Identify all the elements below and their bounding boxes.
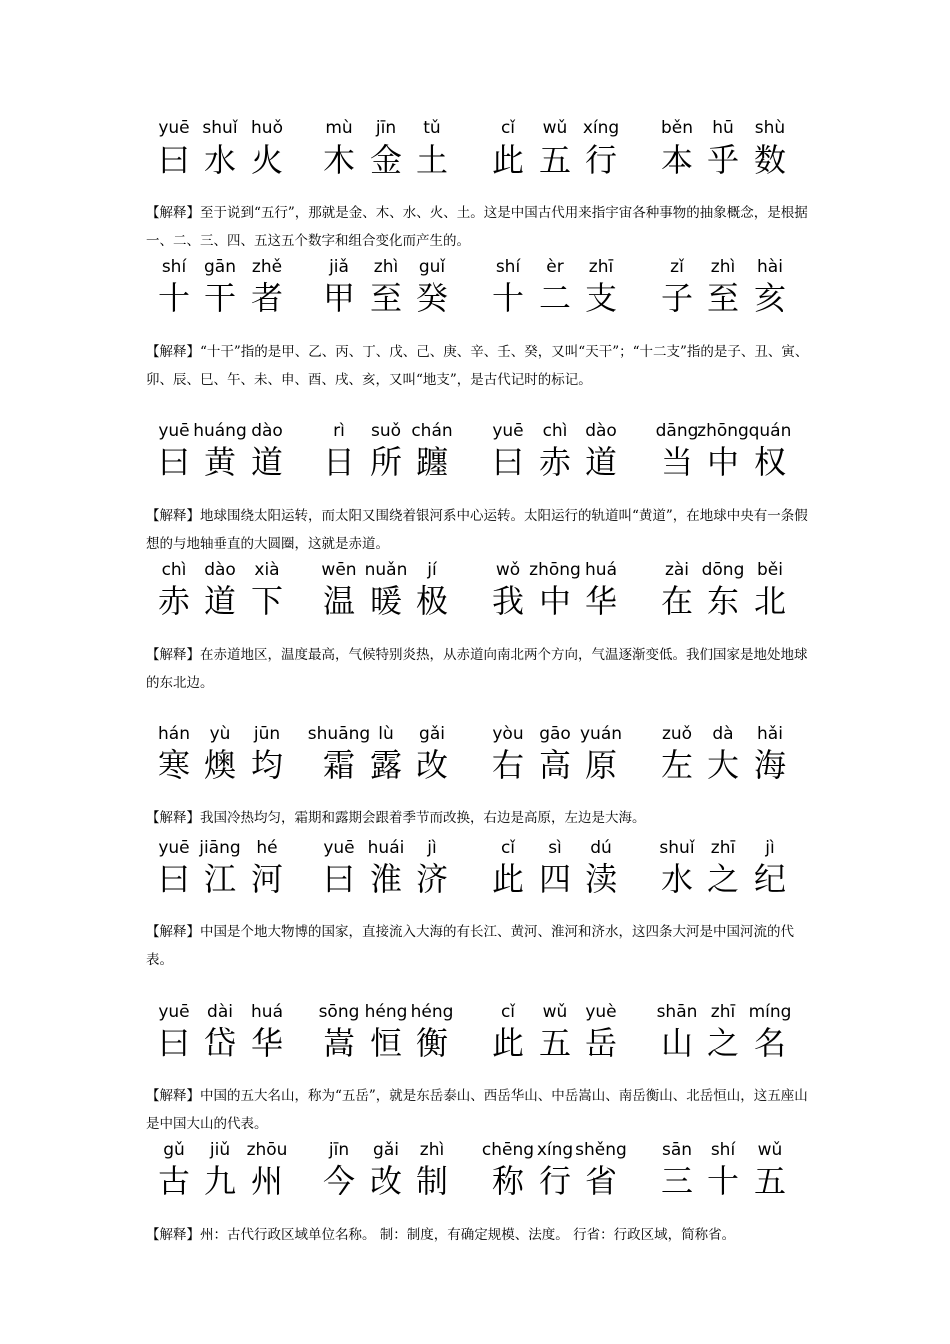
hanzi-character: 此 bbox=[492, 1024, 525, 1062]
pinyin-syllable: yuē bbox=[158, 1002, 190, 1022]
pinyin-syllable: dào bbox=[251, 421, 283, 441]
hanzi-character: 至 bbox=[707, 279, 740, 317]
hanzi-character: 之 bbox=[707, 860, 740, 898]
pinyin-syllable: héng bbox=[410, 1002, 454, 1022]
hanzi-character: 下 bbox=[251, 582, 284, 620]
hanzi-character: 东 bbox=[707, 582, 740, 620]
hanzi-character: 中 bbox=[707, 443, 740, 481]
pinyin-syllable: chán bbox=[411, 421, 453, 441]
hanzi-character: 火 bbox=[251, 141, 284, 179]
pinyin-syllable: huáng bbox=[193, 421, 247, 441]
pinyin-syllable: yuē bbox=[158, 118, 190, 138]
hanzi-character: 木 bbox=[323, 141, 356, 179]
pinyin-syllable: guǐ bbox=[418, 257, 446, 277]
pinyin-syllable: zhī bbox=[710, 1002, 736, 1022]
hanzi-character: 省 bbox=[585, 1162, 618, 1200]
hanzi-character: 五 bbox=[539, 141, 572, 179]
pinyin-syllable: huái bbox=[367, 838, 405, 858]
pinyin-syllable: shān bbox=[656, 1002, 698, 1022]
pinyin-syllable: zhī bbox=[588, 257, 614, 277]
pinyin-syllable: hé bbox=[256, 838, 278, 858]
pinyin-syllable: wēn bbox=[321, 560, 357, 580]
pinyin-syllable: běn bbox=[660, 118, 694, 138]
pinyin-syllable: nuǎn bbox=[364, 560, 408, 580]
hanzi-character: 道 bbox=[204, 582, 237, 620]
pinyin-syllable: héng bbox=[364, 1002, 408, 1022]
hanzi-character: 恒 bbox=[370, 1024, 403, 1062]
pinyin-syllable: shuāng bbox=[307, 724, 371, 744]
pinyin-syllable: tǔ bbox=[423, 118, 441, 138]
hanzi-character: 嵩 bbox=[323, 1024, 356, 1062]
hanzi-character: 水 bbox=[661, 860, 694, 898]
hanzi-character: 十 bbox=[707, 1162, 740, 1200]
pinyin-syllable: yuè bbox=[585, 1002, 617, 1022]
pinyin-syllable: rì bbox=[333, 421, 345, 441]
hanzi-character: 称 bbox=[492, 1162, 525, 1200]
pinyin-syllable: cǐ bbox=[500, 118, 516, 138]
hanzi-character: 九 bbox=[204, 1162, 237, 1200]
hanzi-character: 制 bbox=[416, 1162, 449, 1200]
hanzi-character: 十 bbox=[492, 279, 525, 317]
pinyin-syllable: gǎi bbox=[419, 724, 445, 744]
pinyin-syllable: dài bbox=[207, 1002, 233, 1022]
hanzi-character: 渎 bbox=[585, 860, 618, 898]
hanzi-character: 三 bbox=[661, 1162, 694, 1200]
hanzi-character: 之 bbox=[707, 1024, 740, 1062]
hanzi-character: 江 bbox=[204, 860, 237, 898]
pinyin-syllable: shuǐ bbox=[202, 118, 238, 138]
pinyin-syllable: jì bbox=[765, 838, 775, 858]
pinyin-syllable: zhě bbox=[251, 257, 283, 277]
pinyin-syllable: dāng bbox=[655, 421, 699, 441]
hanzi-character: 子 bbox=[661, 279, 694, 317]
pinyin-syllable: zhī bbox=[710, 838, 736, 858]
hanzi-character: 右 bbox=[492, 746, 525, 784]
hanzi-character: 寒 bbox=[158, 746, 191, 784]
hanzi-character: 此 bbox=[492, 860, 525, 898]
pinyin-syllable: gǔ bbox=[163, 1140, 185, 1160]
hanzi-character: 曰 bbox=[158, 443, 191, 481]
hanzi-character: 至 bbox=[370, 279, 403, 317]
hanzi-character: 曰 bbox=[323, 860, 356, 898]
pinyin-syllable: zhōu bbox=[246, 1140, 288, 1160]
pinyin-syllable: zhōng bbox=[529, 560, 581, 580]
hanzi-character: 黄 bbox=[204, 443, 237, 481]
hanzi-character: 改 bbox=[370, 1162, 403, 1200]
pinyin-syllable: yuán bbox=[579, 724, 623, 744]
pinyin-syllable: lù bbox=[378, 724, 394, 744]
pinyin-syllable: jiǔ bbox=[209, 1140, 231, 1160]
pinyin-syllable: gān bbox=[204, 257, 236, 277]
pinyin-syllable: dào bbox=[204, 560, 236, 580]
pinyin-syllable: míng bbox=[748, 1002, 792, 1022]
hanzi-character: 当 bbox=[661, 443, 694, 481]
pinyin-syllable: sì bbox=[548, 838, 562, 858]
pinyin-syllable: èr bbox=[546, 257, 564, 277]
pinyin-syllable: běi bbox=[757, 560, 783, 580]
pinyin-syllable: shěng bbox=[575, 1140, 627, 1160]
hanzi-character: 五 bbox=[539, 1024, 572, 1062]
pinyin-syllable: dà bbox=[712, 724, 734, 744]
pinyin-syllable: huá bbox=[585, 560, 617, 580]
hanzi-character: 土 bbox=[416, 141, 449, 179]
hanzi-character: 古 bbox=[158, 1162, 191, 1200]
pinyin-syllable: huǒ bbox=[251, 118, 283, 138]
hanzi-character: 岳 bbox=[585, 1024, 618, 1062]
explanation-paragraph: 【解释】地球围绕太阳运转，而太阳又围绕着银河系中心运转。太阳运行的轨道叫“黄道”，在地球中央有一条假想的与地轴垂直的大圆圈，这就是赤道。 bbox=[146, 508, 808, 552]
hanzi-character: 名 bbox=[754, 1024, 787, 1062]
pinyin-syllable: cǐ bbox=[500, 1002, 516, 1022]
hanzi-character: 本 bbox=[661, 141, 694, 179]
hanzi-character: 暖 bbox=[370, 582, 403, 620]
pinyin-syllable: shù bbox=[754, 118, 786, 138]
hanzi-character: 左 bbox=[661, 746, 694, 784]
hanzi-character: 乎 bbox=[707, 141, 740, 179]
hanzi-character: 高 bbox=[539, 746, 572, 784]
pinyin-syllable: hǎi bbox=[757, 724, 783, 744]
hanzi-character: 曰 bbox=[158, 860, 191, 898]
hanzi-character: 甲 bbox=[323, 279, 356, 317]
pinyin-syllable: wǔ bbox=[542, 1002, 568, 1022]
pinyin-syllable: zài bbox=[664, 560, 690, 580]
hanzi-character: 数 bbox=[754, 141, 787, 179]
pinyin-syllable: shí bbox=[710, 1140, 736, 1160]
hanzi-character: 曰 bbox=[492, 443, 525, 481]
pinyin-syllable: gǎi bbox=[373, 1140, 399, 1160]
explanation-paragraph: 【解释】我国冷热均匀，霜期和露期会跟着季节而改换，右边是高原，左边是大海。 bbox=[146, 810, 646, 826]
pinyin-syllable: shí bbox=[161, 257, 187, 277]
pinyin-syllable: zǐ bbox=[670, 257, 684, 277]
pinyin-syllable: jiāng bbox=[199, 838, 241, 858]
pinyin-syllable: hán bbox=[158, 724, 190, 744]
hanzi-character: 河 bbox=[251, 860, 284, 898]
pinyin-syllable: zhōng bbox=[697, 421, 749, 441]
hanzi-character: 济 bbox=[416, 860, 449, 898]
hanzi-character: 金 bbox=[370, 141, 403, 179]
pinyin-syllable: jīn bbox=[328, 1140, 350, 1160]
hanzi-character: 癸 bbox=[416, 279, 449, 317]
hanzi-character: 州 bbox=[251, 1162, 284, 1200]
pinyin-syllable: yuē bbox=[158, 421, 190, 441]
pinyin-syllable: yuē bbox=[158, 838, 190, 858]
pinyin-syllable: jì bbox=[427, 838, 437, 858]
pinyin-syllable: yù bbox=[209, 724, 231, 744]
hanzi-character: 赤 bbox=[539, 443, 572, 481]
hanzi-character: 北 bbox=[754, 582, 787, 620]
hanzi-character: 华 bbox=[585, 582, 618, 620]
hanzi-character: 温 bbox=[323, 582, 356, 620]
hanzi-character: 燠 bbox=[204, 746, 237, 784]
hanzi-character: 淮 bbox=[370, 860, 403, 898]
explanation-paragraph: 【解释】“十干”指的是甲、乙、丙、丁、戊、己、庚、辛、壬、癸，又叫“天干”；“十二支”指的是子、丑、寅、卯、辰、巳、午、未、申、酉、戌、亥，又叫“地支”，是古代记时的标记。 bbox=[146, 344, 809, 388]
pinyin-syllable: jūn bbox=[253, 724, 281, 744]
hanzi-character: 所 bbox=[370, 443, 403, 481]
hanzi-character: 行 bbox=[539, 1162, 572, 1200]
pinyin-syllable: jiǎ bbox=[329, 257, 349, 277]
hanzi-character: 道 bbox=[251, 443, 284, 481]
hanzi-character: 纪 bbox=[754, 860, 787, 898]
pinyin-syllable: mù bbox=[325, 118, 353, 138]
pinyin-syllable: zuǒ bbox=[661, 724, 693, 744]
pinyin-syllable: dú bbox=[590, 838, 612, 858]
pinyin-syllable: gāo bbox=[539, 724, 571, 744]
pinyin-syllable: zhì bbox=[373, 257, 399, 277]
hanzi-character: 权 bbox=[754, 443, 787, 481]
hanzi-character: 我 bbox=[492, 582, 525, 620]
pinyin-syllable: zhì bbox=[419, 1140, 445, 1160]
pinyin-syllable: hū bbox=[712, 118, 734, 138]
pinyin-syllable: dōng bbox=[701, 560, 745, 580]
pinyin-syllable: wǔ bbox=[542, 118, 568, 138]
pinyin-syllable: sōng bbox=[318, 1002, 360, 1022]
hanzi-character: 亥 bbox=[754, 279, 787, 317]
hanzi-character: 曰 bbox=[158, 141, 191, 179]
hanzi-character: 均 bbox=[251, 746, 284, 784]
pinyin-syllable: dào bbox=[585, 421, 617, 441]
pinyin-syllable: suǒ bbox=[370, 421, 402, 441]
hanzi-character: 者 bbox=[251, 279, 284, 317]
pinyin-syllable: chì bbox=[161, 560, 187, 580]
hanzi-character: 十 bbox=[158, 279, 191, 317]
hanzi-character: 道 bbox=[585, 443, 618, 481]
pinyin-syllable: xíng bbox=[582, 118, 620, 138]
hanzi-character: 极 bbox=[416, 582, 449, 620]
hanzi-character: 行 bbox=[585, 141, 618, 179]
hanzi-character: 露 bbox=[370, 746, 403, 784]
explanation-paragraph: 【解释】中国的五大名山，称为“五岳”，就是东岳泰山、西岳华山、中岳嵩山、南岳衡山、北岳恒山，这五座山是中国大山的代表。 bbox=[146, 1088, 808, 1132]
hanzi-character: 躔 bbox=[416, 443, 449, 481]
pinyin-syllable: zhì bbox=[710, 257, 736, 277]
explanation-paragraph: 【解释】中国是个地大物博的国家，直接流入大海的有长江、黄河、淮河和济水，这四条大河是中国河流的代表。 bbox=[146, 924, 794, 968]
pinyin-syllable: sān bbox=[661, 1140, 693, 1160]
hanzi-character: 中 bbox=[539, 582, 572, 620]
pinyin-syllable: quán bbox=[748, 421, 792, 441]
hanzi-character: 水 bbox=[204, 141, 237, 179]
hanzi-character: 四 bbox=[539, 860, 572, 898]
pinyin-syllable: shuǐ bbox=[659, 838, 695, 858]
hanzi-character: 海 bbox=[754, 746, 787, 784]
explanation-paragraph: 【解释】州：古代行政区域单位名称。 制：制度，有确定规模、法度。 行省：行政区域，简称省。 bbox=[146, 1227, 736, 1243]
hanzi-character: 干 bbox=[204, 279, 237, 317]
hanzi-character: 衡 bbox=[416, 1024, 449, 1062]
pinyin-syllable: xíng bbox=[536, 1140, 574, 1160]
explanation-paragraph: 【解释】至于说到“五行”，那就是金、木、水、火、土。这是中国古代用来指宇宙各种事物的抽象概念，是根据一、二、三、四、五这五个数字和组合变化而产生的。 bbox=[146, 205, 808, 249]
pinyin-syllable: wǒ bbox=[495, 560, 521, 580]
hanzi-character: 五 bbox=[754, 1162, 787, 1200]
pinyin-syllable: yòu bbox=[492, 724, 524, 744]
pinyin-syllable: huá bbox=[251, 1002, 283, 1022]
hanzi-character: 支 bbox=[585, 279, 618, 317]
hanzi-character: 日 bbox=[323, 443, 356, 481]
hanzi-character: 二 bbox=[539, 279, 572, 317]
pinyin-syllable: cǐ bbox=[500, 838, 516, 858]
hanzi-character: 曰 bbox=[158, 1024, 191, 1062]
hanzi-character: 在 bbox=[661, 582, 694, 620]
hanzi-character: 此 bbox=[492, 141, 525, 179]
hanzi-character: 今 bbox=[323, 1162, 356, 1200]
pinyin-syllable: jí bbox=[427, 560, 437, 580]
pinyin-syllable: yuē bbox=[492, 421, 524, 441]
hanzi-character: 岱 bbox=[204, 1024, 237, 1062]
explanation-paragraph: 【解释】在赤道地区，温度最高，气候特别炎热，从赤道向南北两个方向，气温逐渐变低。我们国家是地处地球的东北边。 bbox=[146, 647, 808, 691]
hanzi-character: 改 bbox=[416, 746, 449, 784]
hanzi-character: 赤 bbox=[158, 582, 191, 620]
pinyin-syllable: hài bbox=[757, 257, 783, 277]
pinyin-syllable: wǔ bbox=[757, 1140, 783, 1160]
hanzi-character: 大 bbox=[707, 746, 740, 784]
pinyin-syllable: chì bbox=[542, 421, 568, 441]
hanzi-character: 山 bbox=[661, 1024, 694, 1062]
pinyin-syllable: yuē bbox=[323, 838, 355, 858]
hanzi-character: 霜 bbox=[323, 746, 356, 784]
pinyin-syllable: xià bbox=[254, 560, 280, 580]
pinyin-syllable: chēng bbox=[481, 1140, 535, 1160]
pinyin-syllable: shí bbox=[495, 257, 521, 277]
pinyin-syllable: jīn bbox=[375, 118, 397, 138]
hanzi-character: 华 bbox=[251, 1024, 284, 1062]
hanzi-character: 原 bbox=[585, 746, 618, 784]
